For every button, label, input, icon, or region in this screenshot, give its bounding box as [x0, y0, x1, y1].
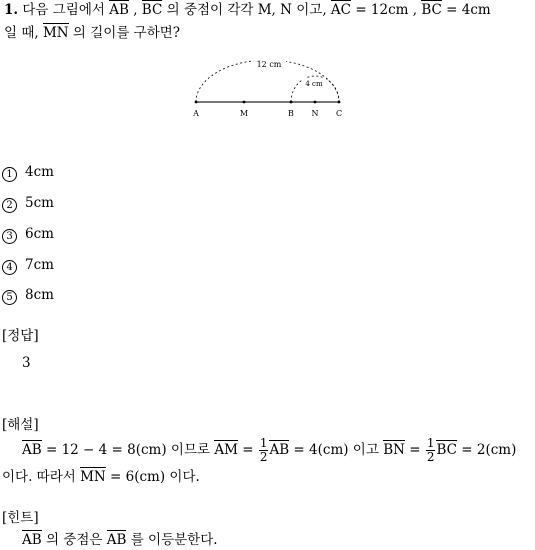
choice-marker: 1 [2, 167, 17, 182]
segment-bc: BC [421, 2, 442, 18]
choice-5[interactable]: 5 8cm [2, 286, 54, 305]
hint-heading: [힌트] [2, 510, 39, 526]
label-12cm: 12 cm [256, 60, 282, 69]
choice-4[interactable]: 4 7cm [2, 256, 54, 275]
choice-marker: 5 [2, 290, 17, 305]
label-b: B [288, 109, 294, 118]
question-number: 1. [4, 2, 19, 18]
segment-ab: AB [22, 442, 42, 458]
segment-bn: BN [383, 442, 405, 458]
fraction-one-half: $\frac{1}{2}$ [426, 436, 435, 464]
label-4cm: 4 cm [305, 80, 323, 88]
segment-mn: MN [42, 25, 69, 41]
point-c [338, 101, 341, 104]
answer-value: 3 [22, 355, 31, 371]
segment-ab: AB [269, 442, 290, 458]
label-n: N [311, 109, 319, 118]
segment-figure [0, 50, 535, 130]
segment-mn: MN [80, 469, 106, 485]
label-c: C [335, 109, 343, 118]
explanation-heading: [해설] [2, 417, 39, 433]
answer-heading: [정답] [2, 328, 39, 344]
choice-marker: 3 [2, 229, 17, 244]
choice-marker: 4 [2, 260, 17, 275]
explanation-line-2: 이다. 따라서 MN = 6(cm) 이다. [2, 469, 200, 485]
segment-ab: AB [109, 2, 129, 18]
point-b [290, 101, 293, 104]
segment-am: AM [214, 442, 238, 458]
hint-text: AB 의 중점은 AB 를 이등분한다. [22, 532, 218, 548]
segment-ac: AC [330, 2, 352, 18]
segment-bc: BC [141, 2, 163, 18]
segment-ab: AB [22, 532, 42, 548]
choice-2[interactable]: 2 5cm [2, 194, 54, 213]
choice-1[interactable]: 1 4cm [2, 163, 54, 182]
label-a: A [193, 109, 199, 118]
point-m [243, 101, 246, 104]
choice-marker: 2 [2, 198, 17, 213]
label-m: M [239, 109, 249, 118]
point-n [314, 101, 317, 104]
point-a [195, 101, 198, 104]
fraction-one-half: $\frac{1}{2}$ [259, 436, 268, 464]
question-line-2: 일 때, MN 의 길이를 구하면? [4, 25, 181, 41]
question-line-1: 1. 다음 그림에서 AB , BC 의 중점이 각각 M, N 이고, AC = 12cm , BC = 4cm [4, 2, 491, 18]
segment-ab: AB [106, 532, 127, 548]
explanation-line-1: AB = 12 − 4 = 8(cm) 이므로 AM = $\frac{1}{2}$ AB = 4(cm) 이고 BN = $\frac{1}{2}$ BC = 2(cm) [22, 436, 517, 464]
choice-3[interactable]: 3 6cm [2, 225, 54, 244]
segment-bc: BC [436, 442, 457, 458]
